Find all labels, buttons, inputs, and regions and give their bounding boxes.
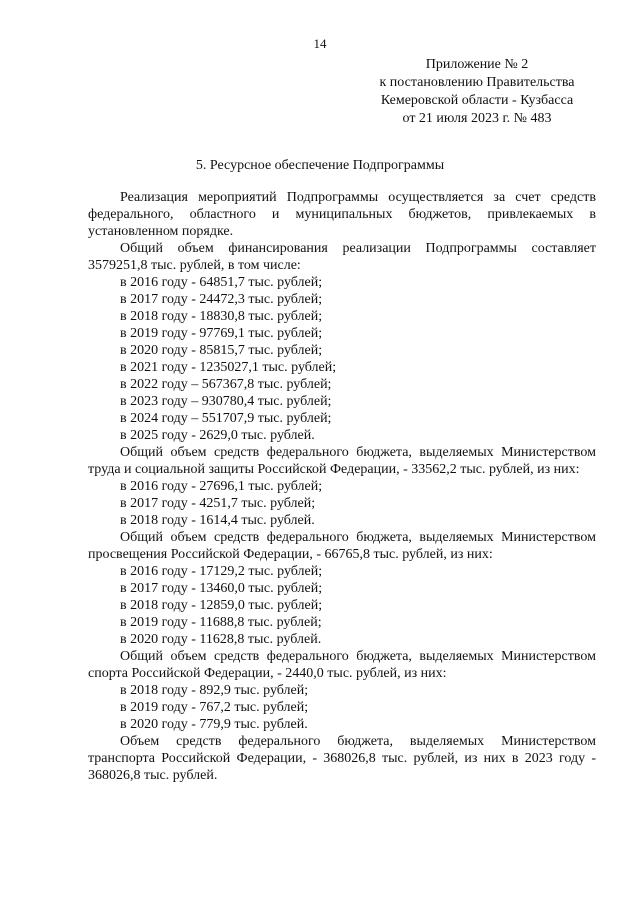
funding-list-item: в 2018 году - 18830,8 тыс. рублей; (120, 309, 323, 324)
funding-list-item: в 2018 году - 12859,0 тыс. рублей; (120, 598, 323, 613)
page-number: 14 (313, 36, 327, 51)
funding-list-item: в 2023 году – 930780,4 тыс. рублей; (120, 394, 332, 409)
funding-list-item: в 2020 году - 779,9 тыс. рублей. (120, 717, 308, 732)
funding-list-item: в 2019 году - 767,2 тыс. рублей; (120, 700, 309, 715)
funding-list-item: в 2022 году – 567367,8 тыс. рублей; (120, 377, 332, 392)
funding-list-item: в 2018 году - 1614,4 тыс. рублей. (120, 513, 315, 528)
paragraph: Общий объем финансирования реализации Подпрограммы составляет 3579251,8 тыс. рублей, в том числе: (88, 241, 596, 273)
paragraph: Объем средств федерального бюджета, выделяемых Министерством транспорта Российской Федерации, - 368026,8 тыс. рублей, из них в 2023 году - 368026,8 тыс. рублей. (88, 734, 596, 783)
funding-list-item: в 2024 году – 551707,9 тыс. рублей; (120, 411, 332, 426)
annex-line: Приложение № 2 (425, 57, 529, 72)
funding-list-item: в 2025 году - 2629,0 тыс. рублей. (120, 428, 315, 443)
funding-list-item: в 2020 году - 11628,8 тыс. рублей. (120, 632, 322, 647)
paragraph: Общий объем средств федерального бюджета, выделяемых Министерством труда и социальной защиты Российской Федерации, - 33562,2 тыс. рублей, из них: (88, 445, 596, 477)
funding-list (88, 274, 596, 444)
funding-list-item: в 2017 году - 13460,0 тыс. рублей; (120, 581, 323, 596)
annex-line: к постановлению Правительства (379, 75, 575, 90)
document-body (88, 189, 596, 784)
funding-list-item: в 2019 году - 97769,1 тыс. рублей; (120, 326, 323, 341)
section-title: 5. Ресурсное обеспечение Подпрограммы (195, 158, 445, 173)
funding-list (88, 478, 596, 529)
paragraph: Общий объем средств федерального бюджета, выделяемых Министерством спорта Российской Федерации, - 2440,0 тыс. рублей, из них: (88, 649, 596, 681)
annex-line: от 21 июля 2023 г. № 483 (402, 111, 552, 126)
funding-list-item: в 2019 году - 11688,8 тыс. рублей; (120, 615, 322, 630)
annex-header (352, 56, 602, 128)
annex-line: Кемеровской области - Кузбасса (380, 93, 574, 108)
funding-list-item: в 2017 году - 4251,7 тыс. рублей; (120, 496, 316, 511)
funding-list (88, 682, 596, 733)
funding-list-item: в 2020 году - 85815,7 тыс. рублей; (120, 343, 323, 358)
paragraph: Реализация мероприятий Подпрограммы осуществляется за счет средств федерального, областного и муниципальных бюджетов, привлекаемых в установленном порядке. (88, 190, 596, 239)
funding-list-item: в 2017 году - 24472,3 тыс. рублей; (120, 292, 323, 307)
funding-list (88, 563, 596, 648)
funding-list-item: в 2016 году - 64851,7 тыс. рублей; (120, 275, 323, 290)
funding-list-item: в 2021 году - 1235027,1 тыс. рублей; (120, 360, 337, 375)
funding-list-item: в 2016 году - 27696,1 тыс. рублей; (120, 479, 323, 494)
paragraph: Общий объем средств федерального бюджета, выделяемых Министерством просвещения Российской Федерации, - 66765,8 тыс. рублей, из них: (88, 530, 596, 562)
funding-list-item: в 2018 году - 892,9 тыс. рублей; (120, 683, 309, 698)
funding-list-item: в 2016 году - 17129,2 тыс. рублей; (120, 564, 323, 579)
